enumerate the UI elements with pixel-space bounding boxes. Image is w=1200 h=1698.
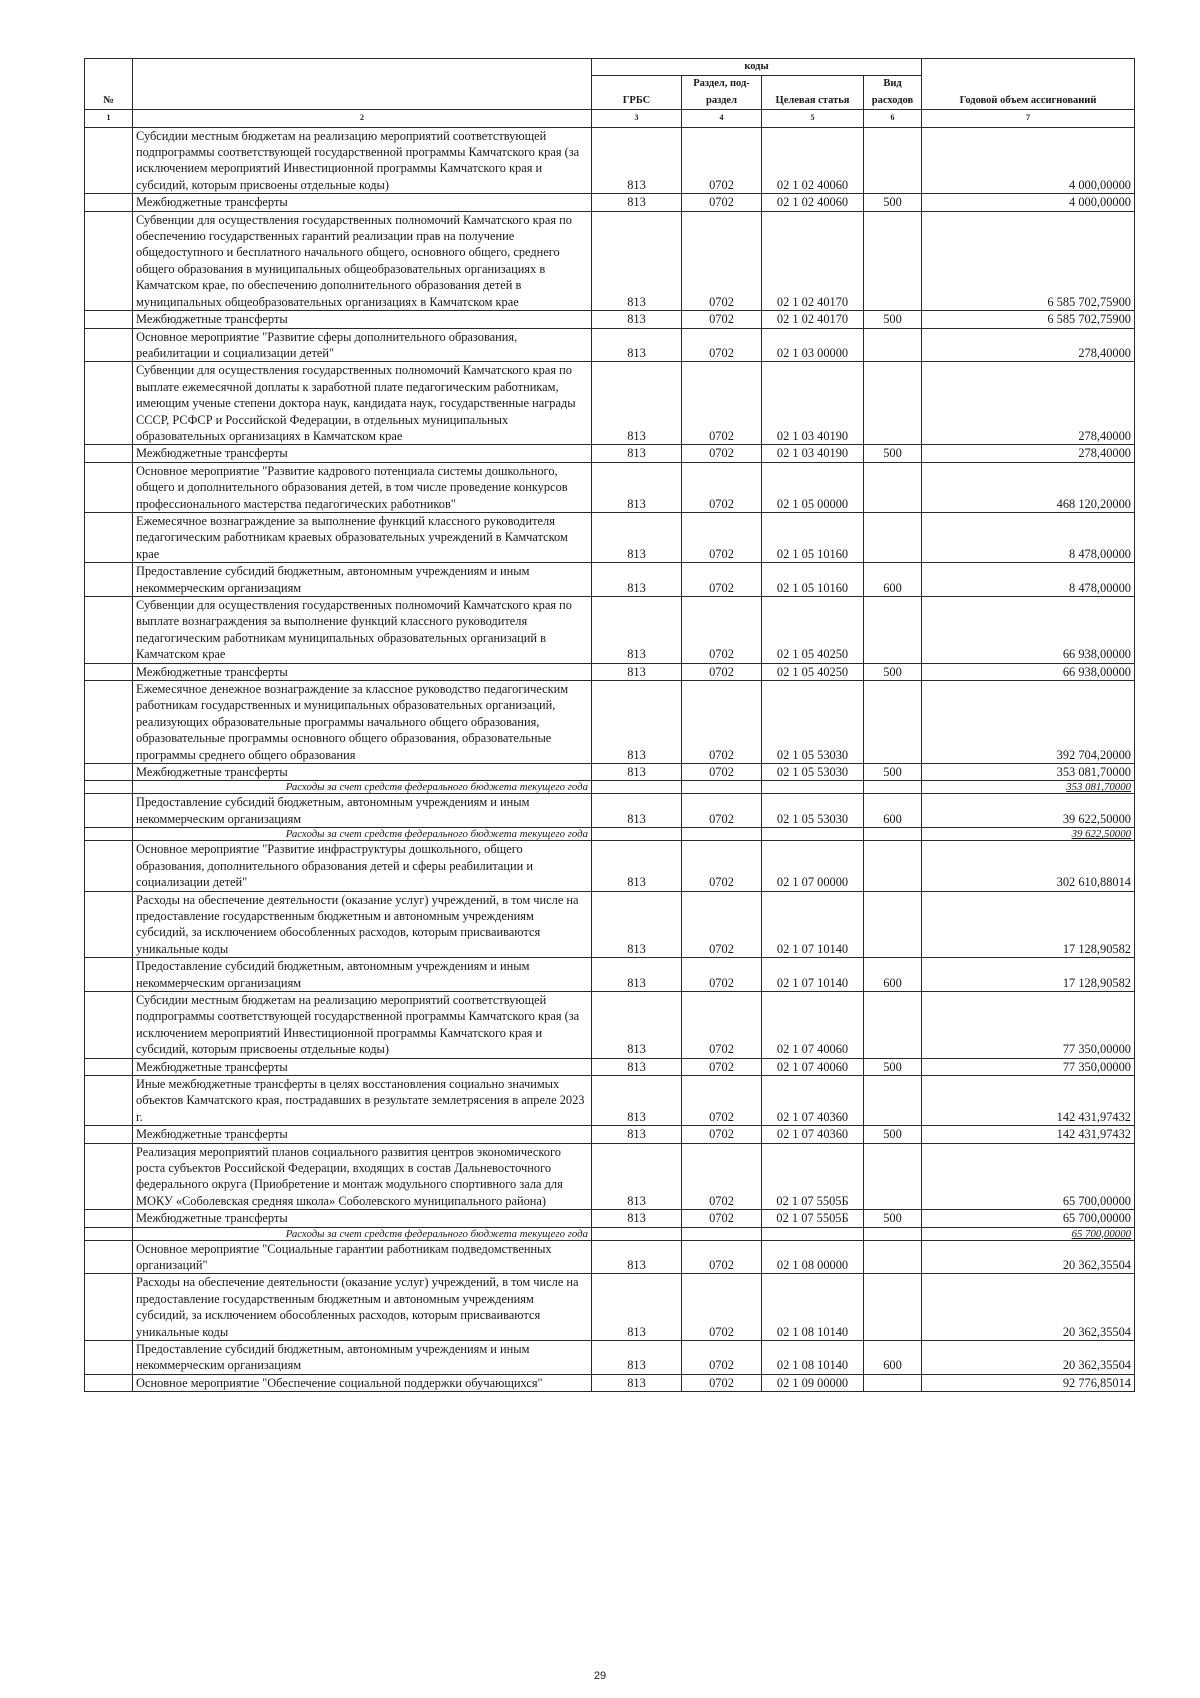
- row-number-cell: [85, 512, 133, 562]
- amount-cell: 20 362,35504: [922, 1341, 1135, 1375]
- name-cell: Основное мероприятие "Развитие инфраструктуры дошкольного, общего образования, дополнительного образования детей и сферы реабилитации и социализации детей": [133, 841, 592, 891]
- razdel-cell: 0702: [682, 841, 762, 891]
- amount-cell: 278,40000: [922, 328, 1135, 362]
- grbs-cell: 813: [592, 1210, 682, 1227]
- row-number-cell: [85, 462, 133, 512]
- vid-cell: [864, 1075, 922, 1125]
- table-row: [85, 211, 1135, 310]
- table-row: [85, 328, 1135, 362]
- razdel-cell: 0702: [682, 311, 762, 328]
- row-number-cell: [85, 663, 133, 680]
- tselevaya-cell: [762, 828, 864, 841]
- amount-cell: 66 938,00000: [922, 597, 1135, 664]
- amount-cell: 17 128,90582: [922, 958, 1135, 992]
- name-cell: Межбюджетные трансферты: [133, 445, 592, 462]
- note-row: [85, 828, 1135, 841]
- vid-cell: [864, 841, 922, 891]
- razdel-cell: 0702: [682, 1341, 762, 1375]
- amount-cell: 6 585 702,75900: [922, 211, 1135, 310]
- header-codes: коды: [592, 59, 922, 76]
- grbs-cell: [592, 781, 682, 794]
- row-number-cell: [85, 1341, 133, 1375]
- table-row: [85, 311, 1135, 328]
- razdel-cell: [682, 1227, 762, 1240]
- name-cell: Основное мероприятие "Обеспечение социальной поддержки обучающихся": [133, 1374, 592, 1391]
- grbs-cell: 813: [592, 958, 682, 992]
- tselevaya-cell: 02 1 07 5505Б: [762, 1143, 864, 1210]
- row-number-cell: [85, 794, 133, 828]
- name-cell: Предоставление субсидий бюджетным, автономным учреждениям и иным некоммерческим организациям: [133, 958, 592, 992]
- amount-cell: 278,40000: [922, 445, 1135, 462]
- row-number-cell: [85, 1126, 133, 1143]
- amount-cell: 20 362,35504: [922, 1240, 1135, 1274]
- grbs-cell: 813: [592, 194, 682, 211]
- razdel-cell: [682, 781, 762, 794]
- vid-cell: [864, 681, 922, 764]
- vid-cell: 500: [864, 764, 922, 781]
- amount-cell: 468 120,20000: [922, 462, 1135, 512]
- razdel-cell: 0702: [682, 1143, 762, 1210]
- note-row: [85, 1227, 1135, 1240]
- name-cell: Межбюджетные трансферты: [133, 764, 592, 781]
- amount-cell: 77 350,00000: [922, 991, 1135, 1058]
- row-number-cell: [85, 681, 133, 764]
- amount-cell: 8 478,00000: [922, 512, 1135, 562]
- vid-cell: [864, 891, 922, 958]
- col-number: 2: [133, 110, 592, 127]
- name-cell: Основное мероприятие "Развитие сферы дополнительного образования, реабилитации и социализации детей": [133, 328, 592, 362]
- grbs-cell: 813: [592, 663, 682, 680]
- table-row: [85, 194, 1135, 211]
- tselevaya-cell: 02 1 09 00000: [762, 1374, 864, 1391]
- tselevaya-cell: 02 1 05 10160: [762, 563, 864, 597]
- name-cell: Межбюджетные трансферты: [133, 311, 592, 328]
- page-number: 29: [593, 1670, 607, 1682]
- tselevaya-cell: 02 1 05 40250: [762, 663, 864, 680]
- name-cell: Предоставление субсидий бюджетным, автономным учреждениям и иным некоммерческим организациям: [133, 563, 592, 597]
- vid-cell: [864, 462, 922, 512]
- row-number-cell: [85, 1210, 133, 1227]
- tselevaya-cell: 02 1 02 40170: [762, 311, 864, 328]
- name-cell: Межбюджетные трансферты: [133, 194, 592, 211]
- header-razdel: Раздел, под-раздел: [682, 76, 762, 110]
- budget-table: [84, 58, 1135, 1392]
- table-row: [85, 1058, 1135, 1075]
- razdel-cell: 0702: [682, 794, 762, 828]
- tselevaya-cell: 02 1 07 5505Б: [762, 1210, 864, 1227]
- table-row: [85, 1341, 1135, 1375]
- amount-cell: 20 362,35504: [922, 1274, 1135, 1341]
- grbs-cell: [592, 828, 682, 841]
- tselevaya-cell: [762, 1227, 864, 1240]
- name-cell: Ежемесячное вознаграждение за выполнение функций классного руководителя педагогическим работникам краевых образовательных учреждений в Камчатском крае: [133, 512, 592, 562]
- amount-cell: 278,40000: [922, 362, 1135, 445]
- name-cell: Основное мероприятие "Развитие кадрового потенциала системы дошкольного, общего и дополнительного образования детей, в том числе проведение конкурсов профессионального мастерства педагогических работников": [133, 462, 592, 512]
- name-cell: Межбюджетные трансферты: [133, 663, 592, 680]
- tselevaya-cell: 02 1 05 10160: [762, 512, 864, 562]
- tselevaya-cell: 02 1 05 40250: [762, 597, 864, 664]
- row-number-cell: [85, 445, 133, 462]
- grbs-cell: 813: [592, 1126, 682, 1143]
- tselevaya-cell: 02 1 03 40190: [762, 445, 864, 462]
- row-number-cell: [85, 764, 133, 781]
- col-number: 1: [85, 110, 133, 127]
- vid-cell: [864, 1274, 922, 1341]
- col-number: 4: [682, 110, 762, 127]
- header-number: №: [85, 59, 133, 110]
- row-number-cell: [85, 958, 133, 992]
- grbs-cell: 813: [592, 891, 682, 958]
- vid-cell: [864, 991, 922, 1058]
- razdel-cell: [682, 828, 762, 841]
- table-row: [85, 1274, 1135, 1341]
- grbs-cell: 813: [592, 512, 682, 562]
- table-row: [85, 794, 1135, 828]
- col-number: 6: [864, 110, 922, 127]
- tselevaya-cell: 02 1 05 53030: [762, 681, 864, 764]
- grbs-cell: 813: [592, 1274, 682, 1341]
- table-row: [85, 1240, 1135, 1274]
- row-number-cell: [85, 1058, 133, 1075]
- tselevaya-cell: 02 1 05 53030: [762, 764, 864, 781]
- tselevaya-cell: 02 1 07 00000: [762, 841, 864, 891]
- vid-cell: 600: [864, 1341, 922, 1375]
- razdel-cell: 0702: [682, 1075, 762, 1125]
- vid-cell: [864, 328, 922, 362]
- vid-cell: [864, 512, 922, 562]
- name-cell: Иные межбюджетные трансферты в целях восстановления социально значимых объектов Камчатского края, пострадавших в результате землетрясения в апреле 2023 г.: [133, 1075, 592, 1125]
- name-cell: Расходы на обеспечение деятельности (оказание услуг) учреждений, в том числе на предоставление государственным бюджетным и автономным учреждениям субсидий, за исключением обособленных расходов, которым присваиваются уникальные коды: [133, 891, 592, 958]
- vid-cell: [864, 1240, 922, 1274]
- table-row: [85, 891, 1135, 958]
- header-tselevaya: Целевая статья: [762, 76, 864, 110]
- table-row: [85, 362, 1135, 445]
- amount-cell: 142 431,97432: [922, 1075, 1135, 1125]
- row-number-cell: [85, 211, 133, 310]
- name-cell: Межбюджетные трансферты: [133, 1126, 592, 1143]
- grbs-cell: 813: [592, 794, 682, 828]
- note-label: Расходы за счет средств федерального бюджета текущего года: [133, 781, 592, 794]
- grbs-cell: 813: [592, 563, 682, 597]
- vid-cell: [864, 1227, 922, 1240]
- razdel-cell: 0702: [682, 1240, 762, 1274]
- amount-cell: 8 478,00000: [922, 563, 1135, 597]
- amount-cell: 302 610,88014: [922, 841, 1135, 891]
- header-name: [133, 59, 592, 110]
- tselevaya-cell: [762, 781, 864, 794]
- grbs-cell: 813: [592, 991, 682, 1058]
- row-number-cell: [85, 127, 133, 194]
- grbs-cell: 813: [592, 1240, 682, 1274]
- tselevaya-cell: 02 1 07 40060: [762, 991, 864, 1058]
- name-cell: Основное мероприятие "Социальные гарантии работникам подведомственных организаций": [133, 1240, 592, 1274]
- vid-cell: [864, 211, 922, 310]
- vid-cell: 600: [864, 563, 922, 597]
- row-number-cell: [85, 891, 133, 958]
- amount-cell: 65 700,00000: [922, 1143, 1135, 1210]
- razdel-cell: 0702: [682, 1210, 762, 1227]
- tselevaya-cell: 02 1 07 10140: [762, 958, 864, 992]
- tselevaya-cell: 02 1 02 40060: [762, 127, 864, 194]
- table-row: [85, 563, 1135, 597]
- grbs-cell: 813: [592, 211, 682, 310]
- row-number-cell: [85, 1075, 133, 1125]
- amount-cell: 39 622,50000: [922, 794, 1135, 828]
- row-number-cell: [85, 828, 133, 841]
- grbs-cell: 813: [592, 362, 682, 445]
- tselevaya-cell: 02 1 02 40060: [762, 194, 864, 211]
- amount-cell: 66 938,00000: [922, 663, 1135, 680]
- name-cell: Субвенции для осуществления государственных полномочий Камчатского края по обеспечению государственных гарантий реализации прав на получение общедоступного и бесплатного начального общего, основного общего, среднего общего образования в муниципальных общеобразовательных организациях в Камчатском крае, по обеспечению дополнительного образования детей в муниципальных общеобразовательных организациях в Камчатском крае: [133, 211, 592, 310]
- name-cell: Субвенции для осуществления государственных полномочий Камчатского края по выплате ежемесячной доплаты к заработной плате педагогическим работникам, имеющим ученые степени доктора наук, кандидата наук, государственные награды СССР, РСФСР и Российской Федерации, в отдельных муниципальных образовательных организациях в Камчатском крае: [133, 362, 592, 445]
- tselevaya-cell: 02 1 03 00000: [762, 328, 864, 362]
- grbs-cell: 813: [592, 764, 682, 781]
- vid-cell: 600: [864, 958, 922, 992]
- tselevaya-cell: 02 1 07 40360: [762, 1126, 864, 1143]
- vid-cell: [864, 362, 922, 445]
- amount-cell: 39 622,50000: [922, 828, 1135, 841]
- vid-cell: 500: [864, 663, 922, 680]
- vid-cell: [864, 127, 922, 194]
- col-number: 7: [922, 110, 1135, 127]
- amount-cell: 92 776,85014: [922, 1374, 1135, 1391]
- row-number-cell: [85, 194, 133, 211]
- amount-cell: 353 081,70000: [922, 764, 1135, 781]
- razdel-cell: 0702: [682, 512, 762, 562]
- vid-cell: 600: [864, 794, 922, 828]
- amount-cell: 142 431,97432: [922, 1126, 1135, 1143]
- vid-cell: [864, 781, 922, 794]
- tselevaya-cell: 02 1 05 53030: [762, 794, 864, 828]
- table-header: [85, 59, 1135, 128]
- vid-cell: 500: [864, 1126, 922, 1143]
- amount-cell: 77 350,00000: [922, 1058, 1135, 1075]
- razdel-cell: 0702: [682, 1058, 762, 1075]
- table-row: [85, 1143, 1135, 1210]
- grbs-cell: 813: [592, 1075, 682, 1125]
- razdel-cell: 0702: [682, 1274, 762, 1341]
- grbs-cell: 813: [592, 841, 682, 891]
- grbs-cell: 813: [592, 462, 682, 512]
- razdel-cell: 0702: [682, 462, 762, 512]
- table-row: [85, 127, 1135, 194]
- table-row: [85, 681, 1135, 764]
- table-row: [85, 597, 1135, 664]
- razdel-cell: 0702: [682, 194, 762, 211]
- tselevaya-cell: 02 1 07 10140: [762, 891, 864, 958]
- row-number-cell: [85, 1227, 133, 1240]
- razdel-cell: 0702: [682, 563, 762, 597]
- vid-cell: [864, 1374, 922, 1391]
- table-row: [85, 991, 1135, 1058]
- name-cell: Предоставление субсидий бюджетным, автономным учреждениям и иным некоммерческим организациям: [133, 794, 592, 828]
- razdel-cell: 0702: [682, 597, 762, 664]
- row-number-cell: [85, 781, 133, 794]
- row-number-cell: [85, 563, 133, 597]
- table-row: [85, 1210, 1135, 1227]
- grbs-cell: [592, 1227, 682, 1240]
- vid-cell: 500: [864, 445, 922, 462]
- razdel-cell: 0702: [682, 362, 762, 445]
- name-cell: Межбюджетные трансферты: [133, 1058, 592, 1075]
- table-row: [85, 841, 1135, 891]
- row-number-cell: [85, 991, 133, 1058]
- amount-cell: 65 700,00000: [922, 1227, 1135, 1240]
- razdel-cell: 0702: [682, 445, 762, 462]
- row-number-cell: [85, 328, 133, 362]
- vid-cell: 500: [864, 194, 922, 211]
- grbs-cell: 813: [592, 1143, 682, 1210]
- tselevaya-cell: 02 1 08 10140: [762, 1274, 864, 1341]
- row-number-cell: [85, 841, 133, 891]
- amount-cell: 353 081,70000: [922, 781, 1135, 794]
- razdel-cell: 0702: [682, 764, 762, 781]
- razdel-cell: 0702: [682, 328, 762, 362]
- grbs-cell: 813: [592, 1374, 682, 1391]
- vid-cell: [864, 1143, 922, 1210]
- amount-cell: 4 000,00000: [922, 127, 1135, 194]
- razdel-cell: 0702: [682, 991, 762, 1058]
- vid-cell: 500: [864, 1058, 922, 1075]
- header-grbs: ГРБС: [592, 76, 682, 110]
- razdel-cell: 0702: [682, 211, 762, 310]
- name-cell: Предоставление субсидий бюджетным, автономным учреждениям и иным некоммерческим организациям: [133, 1341, 592, 1375]
- razdel-cell: 0702: [682, 127, 762, 194]
- grbs-cell: 813: [592, 1341, 682, 1375]
- note-row: [85, 781, 1135, 794]
- amount-cell: 392 704,20000: [922, 681, 1135, 764]
- razdel-cell: 0702: [682, 1126, 762, 1143]
- amount-cell: 4 000,00000: [922, 194, 1135, 211]
- amount-cell: 17 128,90582: [922, 891, 1135, 958]
- vid-cell: [864, 597, 922, 664]
- header-annual: Годовой объем ассигнований: [922, 59, 1135, 110]
- row-number-cell: [85, 1374, 133, 1391]
- name-cell: Реализация мероприятий планов социального развития центров экономического роста субъектов Российской Федерации, входящих в состав Дальневосточного федерального округа (Приобретение и монтаж модульного спортивного зала для МОКУ «Соболевская средняя школа» Соболевского муниципального района): [133, 1143, 592, 1210]
- row-number-cell: [85, 311, 133, 328]
- name-cell: Ежемесячное денежное вознаграждение за классное руководство педагогическим работникам государственных и муниципальных образовательных организаций, реализующих образовательные программы начального общего образования, образовательные программы основного общего образования, образовательные программы среднего общего образования: [133, 681, 592, 764]
- name-cell: Расходы на обеспечение деятельности (оказание услуг) учреждений, в том числе на предоставление государственным бюджетным и автономным учреждениям субсидий, за исключением обособленных расходов, которым присваиваются уникальные коды: [133, 1274, 592, 1341]
- razdel-cell: 0702: [682, 891, 762, 958]
- table-body: [85, 127, 1135, 1392]
- table-row: [85, 512, 1135, 562]
- table-row: [85, 1126, 1135, 1143]
- header-vid: Вид расходов: [864, 76, 922, 110]
- tselevaya-cell: 02 1 08 00000: [762, 1240, 864, 1274]
- table-row: [85, 1075, 1135, 1125]
- vid-cell: 500: [864, 311, 922, 328]
- vid-cell: [864, 828, 922, 841]
- amount-cell: 6 585 702,75900: [922, 311, 1135, 328]
- amount-cell: 65 700,00000: [922, 1210, 1135, 1227]
- row-number-cell: [85, 362, 133, 445]
- tselevaya-cell: 02 1 07 40360: [762, 1075, 864, 1125]
- grbs-cell: 813: [592, 328, 682, 362]
- razdel-cell: 0702: [682, 663, 762, 680]
- name-cell: Межбюджетные трансферты: [133, 1210, 592, 1227]
- name-cell: Субсидии местным бюджетам на реализацию мероприятий соответствующей подпрограммы соответствующей государственной программы Камчатского края (за исключением мероприятий Инвестиционной программы Камчатского края и субсидий, которым присвоены отдельные коды): [133, 127, 592, 194]
- grbs-cell: 813: [592, 127, 682, 194]
- row-number-cell: [85, 597, 133, 664]
- note-label: Расходы за счет средств федерального бюджета текущего года: [133, 1227, 592, 1240]
- note-label: Расходы за счет средств федерального бюджета текущего года: [133, 828, 592, 841]
- tselevaya-cell: 02 1 02 40170: [762, 211, 864, 310]
- name-cell: Субсидии местным бюджетам на реализацию мероприятий соответствующей подпрограммы соответствующей государственной программы Камчатского края (за исключением мероприятий Инвестиционной программы Камчатского края и субсидий, которым присвоены отдельные коды): [133, 991, 592, 1058]
- tselevaya-cell: 02 1 03 40190: [762, 362, 864, 445]
- tselevaya-cell: 02 1 08 10140: [762, 1341, 864, 1375]
- col-number: 3: [592, 110, 682, 127]
- column-number-row: [85, 110, 1135, 127]
- vid-cell: 500: [864, 1210, 922, 1227]
- col-number: 5: [762, 110, 864, 127]
- table-row: [85, 462, 1135, 512]
- grbs-cell: 813: [592, 445, 682, 462]
- row-number-cell: [85, 1274, 133, 1341]
- razdel-cell: 0702: [682, 958, 762, 992]
- razdel-cell: 0702: [682, 681, 762, 764]
- row-number-cell: [85, 1143, 133, 1210]
- name-cell: Субвенции для осуществления государственных полномочий Камчатского края по выплате вознаграждения за выполнение функций классного руководителя педагогическим работникам муниципальных образовательных организаций в Камчатском крае: [133, 597, 592, 664]
- table-row: [85, 764, 1135, 781]
- table-row: [85, 445, 1135, 462]
- grbs-cell: 813: [592, 311, 682, 328]
- tselevaya-cell: 02 1 05 00000: [762, 462, 864, 512]
- grbs-cell: 813: [592, 681, 682, 764]
- grbs-cell: 813: [592, 597, 682, 664]
- razdel-cell: 0702: [682, 1374, 762, 1391]
- table-row: [85, 663, 1135, 680]
- table-row: [85, 958, 1135, 992]
- grbs-cell: 813: [592, 1058, 682, 1075]
- tselevaya-cell: 02 1 07 40060: [762, 1058, 864, 1075]
- table-row: [85, 1374, 1135, 1391]
- row-number-cell: [85, 1240, 133, 1274]
